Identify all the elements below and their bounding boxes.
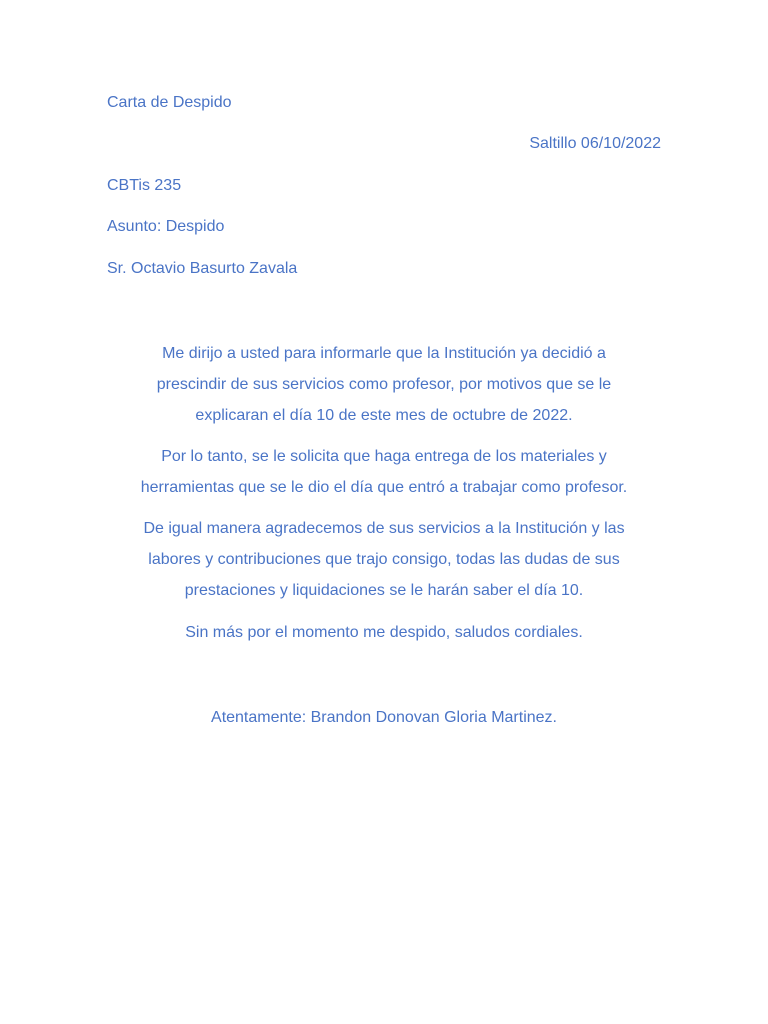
subject-line: Asunto: Despido [107,218,225,235]
recipient-name: Sr. Octavio Basurto Zavala [107,260,298,277]
paragraph-line: Me dirijo a usted para informarle que la Institución ya decidió a [162,345,606,362]
paragraph-line: explicaran el día 10 de este mes de octubre de 2022. [195,407,573,424]
body-paragraph-4 [100,617,668,648]
paragraph-line: prescindir de sus servicios como profesor, por motivos que se le [156,376,612,393]
letter-title: Carta de Despido [107,94,232,111]
paragraph-line: Sin más por el momento me despido, saludos cordiales. [185,624,583,641]
body-paragraph-3 [100,513,668,606]
body-paragraph-1 [100,338,668,431]
body-paragraph-2 [100,441,668,503]
paragraph-line: labores y contribuciones que trajo consigo, todas las dudas de sus [148,551,620,568]
paragraph-line: Por lo tanto, se le solicita que haga entrega de los materiales y [161,448,607,465]
institution-name: CBTis 235 [107,177,182,194]
place-date: Saltillo 06/10/2022 [529,135,661,152]
paragraph-line: herramientas que se le dio el día que entró a trabajar como profesor. [140,479,628,496]
paragraph-line: De igual manera agradecemos de sus servicios a la Institución y las [143,520,625,537]
signature-line [100,702,668,733]
paragraph-line: prestaciones y liquidaciones se le harán saber el día 10. [184,582,584,599]
signature-text: Atentamente: Brandon Donovan Gloria Martinez. [211,709,557,726]
